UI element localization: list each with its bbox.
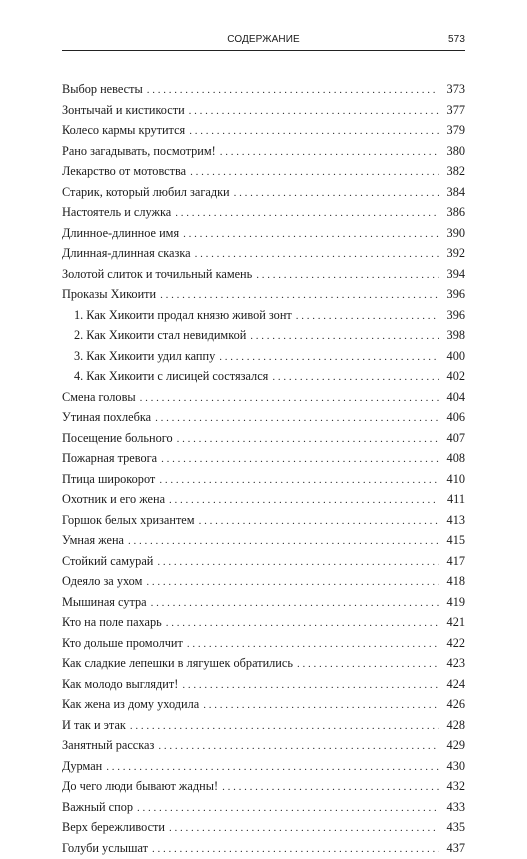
toc-entry-page: 415 (443, 530, 465, 551)
toc-entry-page: 396 (443, 305, 465, 326)
toc-entry (62, 79, 465, 100)
toc-entry-title: Смена головы (62, 387, 136, 408)
toc-entry-page: 379 (443, 120, 465, 141)
toc-entry-title: Проказы Хикоити (62, 284, 156, 305)
toc-entry (62, 469, 465, 490)
dot-leader (195, 244, 439, 265)
dot-leader (296, 306, 439, 327)
dot-leader (166, 613, 439, 634)
toc-entry-page: 408 (443, 448, 465, 469)
toc-entry-title: Посещение больного (62, 428, 173, 449)
toc-entry-page: 437 (443, 838, 465, 859)
dot-leader (106, 757, 439, 778)
toc-entry (62, 202, 465, 223)
toc-entry-title: Старик, который любил загадки (62, 182, 230, 203)
dot-leader (146, 572, 439, 593)
running-head (62, 34, 465, 48)
toc-subentry (62, 346, 465, 367)
toc-entry-page: 424 (443, 674, 465, 695)
toc-entry-page: 422 (443, 633, 465, 654)
toc-entry-page: 398 (443, 325, 465, 346)
page-number: 573 (448, 34, 465, 45)
dot-leader (220, 142, 439, 163)
toc-entry (62, 592, 465, 613)
toc-entry-title: Кто дольше промолчит (62, 633, 183, 654)
toc-entry-page: 390 (443, 223, 465, 244)
dot-leader (222, 777, 439, 798)
dot-leader (297, 654, 439, 675)
dot-leader (250, 326, 439, 347)
toc-subentry (62, 305, 465, 326)
toc-entry-title: 1. Как Хикоити продал князю живой зонт (74, 305, 292, 326)
toc-entry-page: 386 (443, 202, 465, 223)
dot-leader (203, 695, 439, 716)
dot-leader (234, 183, 439, 204)
dot-leader (189, 101, 439, 122)
toc-entry-page: 429 (443, 735, 465, 756)
toc-entry-title: Как молодо выглядит! (62, 674, 178, 695)
toc-entry (62, 633, 465, 654)
toc-entry-title: Стойкий самурай (62, 551, 153, 572)
toc-entry (62, 838, 465, 859)
dot-leader (157, 552, 439, 573)
toc-entry-title: До чего люди бывают жадны! (62, 776, 218, 797)
dot-leader (175, 203, 439, 224)
toc-entry (62, 571, 465, 592)
dot-leader (183, 224, 439, 245)
toc-entry-title: Верх бережливости (62, 817, 165, 838)
toc-entry-page: 382 (443, 161, 465, 182)
toc-entry-page: 428 (443, 715, 465, 736)
dot-leader (151, 593, 439, 614)
toc-entry (62, 674, 465, 695)
dot-leader (130, 716, 439, 737)
toc-entry (62, 653, 465, 674)
dot-leader (219, 347, 439, 368)
toc-entry-page: 432 (443, 776, 465, 797)
dot-leader (272, 367, 439, 388)
dot-leader (160, 285, 439, 306)
toc-entry (62, 612, 465, 633)
toc-entry-title: Как жена из дому уходила (62, 694, 199, 715)
toc-entry (62, 817, 465, 838)
toc-entry-title: Птица широкорот (62, 469, 155, 490)
toc-entry-page: 433 (443, 797, 465, 818)
toc-entry-title: Рано загадывать, посмотрим! (62, 141, 216, 162)
dot-leader (158, 736, 439, 757)
toc-entry-page: 421 (443, 612, 465, 633)
dot-leader (128, 531, 439, 552)
toc-entry-page: 417 (443, 551, 465, 572)
toc-entry (62, 243, 465, 264)
table-of-contents (62, 79, 465, 858)
toc-entry-page: 404 (443, 387, 465, 408)
toc-entry-title: Мышиная сутра (62, 592, 147, 613)
toc-entry-title: Горшок белых хризантем (62, 510, 195, 531)
toc-entry (62, 551, 465, 572)
toc-entry-page: 410 (443, 469, 465, 490)
toc-entry-title: Длинная-длинная сказка (62, 243, 191, 264)
toc-entry-title: Золотой слиток и точильный камень (62, 264, 252, 285)
toc-entry-page: 407 (443, 428, 465, 449)
toc-entry-title: Кто на поле пахарь (62, 612, 162, 633)
toc-entry (62, 735, 465, 756)
toc-entry (62, 387, 465, 408)
toc-entry-page: 426 (443, 694, 465, 715)
toc-entry (62, 120, 465, 141)
toc-entry (62, 776, 465, 797)
toc-entry (62, 223, 465, 244)
toc-entry (62, 100, 465, 121)
dot-leader (182, 675, 439, 696)
toc-entry-page: 406 (443, 407, 465, 428)
toc-entry (62, 182, 465, 203)
toc-entry (62, 264, 465, 285)
toc-entry-page: 423 (443, 653, 465, 674)
dot-leader (169, 490, 439, 511)
toc-entry (62, 694, 465, 715)
toc-entry-title: Как сладкие лепешки в лягушек обратились (62, 653, 293, 674)
toc-entry-title: Голуби услышат (62, 838, 148, 859)
toc-entry-page: 394 (443, 264, 465, 285)
dot-leader (147, 80, 439, 101)
toc-entry-title: Важный спор (62, 797, 133, 818)
toc-entry-page: 392 (443, 243, 465, 264)
toc-entry-page: 419 (443, 592, 465, 613)
dot-leader (177, 429, 439, 450)
toc-entry-title: Занятный рассказ (62, 735, 154, 756)
header-rule (62, 50, 465, 51)
dot-leader (159, 470, 439, 491)
dot-leader (161, 449, 439, 470)
dot-leader (190, 162, 439, 183)
toc-entry-page: 411 (443, 489, 465, 510)
toc-entry (62, 407, 465, 428)
toc-entry-page: 380 (443, 141, 465, 162)
toc-entry-page: 402 (443, 366, 465, 387)
toc-entry-page: 377 (443, 100, 465, 121)
toc-entry-title: Охотник и его жена (62, 489, 165, 510)
toc-entry (62, 797, 465, 818)
toc-entry-title: Настоятель и служка (62, 202, 171, 223)
toc-entry-page: 413 (443, 510, 465, 531)
toc-entry-page: 418 (443, 571, 465, 592)
toc-entry (62, 715, 465, 736)
toc-subentry (62, 325, 465, 346)
dot-leader (140, 388, 439, 409)
toc-entry (62, 284, 465, 305)
section-title: СОДЕРЖАНИЕ (62, 34, 465, 45)
toc-entry-page: 400 (443, 346, 465, 367)
toc-entry-title: Длинное-длинное имя (62, 223, 179, 244)
dot-leader (256, 265, 439, 286)
toc-entry-page: 373 (443, 79, 465, 100)
toc-entry (62, 530, 465, 551)
toc-entry-page: 384 (443, 182, 465, 203)
toc-entry-title: Одеяло за ухом (62, 571, 142, 592)
toc-entry-page: 396 (443, 284, 465, 305)
toc-entry-title: 3. Как Хикоити удил каппу (74, 346, 215, 367)
toc-entry-page: 430 (443, 756, 465, 777)
toc-entry (62, 141, 465, 162)
dot-leader (189, 121, 439, 142)
toc-entry (62, 161, 465, 182)
toc-entry-title: Колесо кармы крутится (62, 120, 185, 141)
toc-entry-title: Лекарство от мотовства (62, 161, 186, 182)
dot-leader (155, 408, 439, 429)
toc-entry-title: Дурман (62, 756, 102, 777)
dot-leader (137, 798, 439, 819)
toc-subentry (62, 366, 465, 387)
toc-entry (62, 428, 465, 449)
dot-leader (169, 818, 439, 839)
toc-entry (62, 756, 465, 777)
toc-entry-title: Утиная похлебка (62, 407, 151, 428)
dot-leader (199, 511, 439, 532)
toc-entry-page: 435 (443, 817, 465, 838)
toc-entry (62, 489, 465, 510)
toc-entry-title: И так и этак (62, 715, 126, 736)
toc-entry (62, 510, 465, 531)
toc-entry-title: 2. Как Хикоити стал невидимкой (74, 325, 246, 346)
toc-entry-title: Выбор невесты (62, 79, 143, 100)
dot-leader (152, 839, 439, 859)
dot-leader (187, 634, 439, 655)
toc-entry-title: Умная жена (62, 530, 124, 551)
toc-entry-title: Зонтычай и кистикости (62, 100, 185, 121)
toc-entry-title: 4. Как Хикоити с лисицей состязался (74, 366, 268, 387)
toc-entry (62, 448, 465, 469)
toc-entry-title: Пожарная тревога (62, 448, 157, 469)
